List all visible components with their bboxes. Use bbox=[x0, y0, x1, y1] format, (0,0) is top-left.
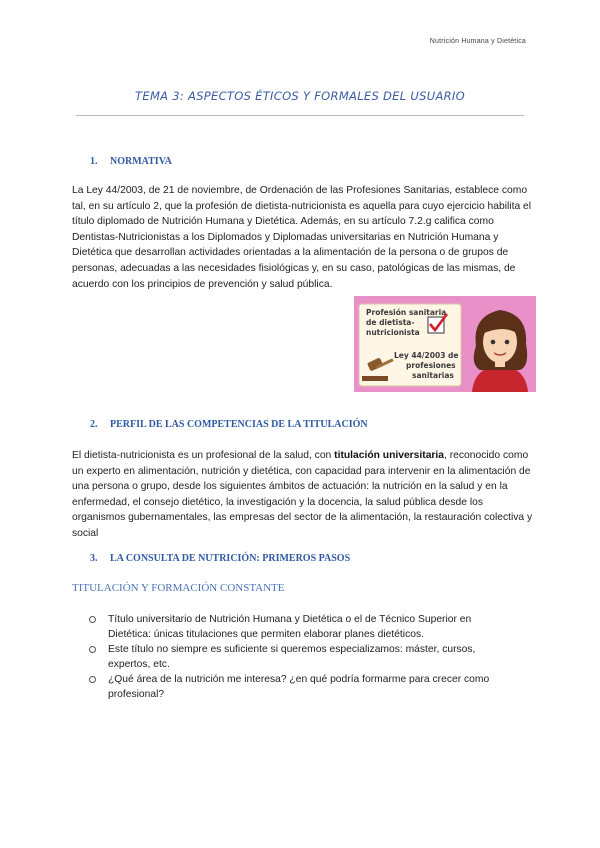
section-1-title: NORMATIVA bbox=[110, 156, 172, 167]
section-2-text-start: El dietista-nutricionista es un profesional de la salud, con bbox=[72, 450, 335, 461]
list-item bbox=[86, 612, 516, 642]
law-line-2: profesiones bbox=[406, 361, 456, 370]
section-2-paragraph bbox=[72, 448, 534, 542]
section-1-paragraph: La Ley 44/2003, de 21 de noviembre, de Ordenación de las Profesiones Sanitarias, establece como tal, en su artículo 2, que la profesión de dietista-nutricionista es aquella para cuyo ejercicio habilita el título diplomado de Nutrición Humana y Dietética. Además, en su artículo 7.2.g califica como Dentistas-Nutricionistas a los Diplomados y Diplomadas universitarias en Nutrición Humana y Dietética que desarrollan actividades orientadas a la alimentación de la persona o de grupos de personas, adecuadas a las necesidades fisiológicas y, en su caso, patológicas de las mismas, de acuerdo con los principios de prevención y salud pública. bbox=[72, 185, 532, 290]
bullet-circle-icon bbox=[89, 676, 96, 683]
header-subject: Nutrición Humana y Dietética bbox=[429, 38, 526, 45]
profession-illustration bbox=[354, 296, 536, 392]
list-item bbox=[86, 642, 516, 672]
section-2-number: 2. bbox=[90, 419, 98, 430]
section-3-title: LA CONSULTA DE NUTRICIÓN: PRIMEROS PASOS bbox=[110, 553, 351, 564]
title-divider bbox=[76, 115, 524, 116]
list-item-text: ¿Qué área de la nutrición me interesa? ¿en qué podría formarme para crecer como profesional? bbox=[108, 674, 490, 700]
card-line-3: nutricionista bbox=[366, 328, 420, 337]
section-3-subheading: TITULACIÓN Y FORMACIÓN CONSTANTE bbox=[72, 582, 285, 594]
list-item-text: Este título no siempre es suficiente si queremos especializamos: máster, cursos, expertos, etc. bbox=[108, 644, 476, 670]
list-item-text: Título universitario de Nutrición Humana y Dietética o el de Técnico Superior en Dietética: únicas titulaciones que permiten elaborar planes dietéticos. bbox=[108, 614, 472, 640]
bullet-circle-icon bbox=[89, 616, 96, 623]
section-3-heading bbox=[90, 553, 350, 564]
law-line-3: sanitarias bbox=[412, 371, 454, 380]
bullet-circle-icon bbox=[89, 646, 96, 653]
list-item bbox=[86, 672, 516, 702]
card-line-1: Profesión sanitaria bbox=[366, 308, 447, 317]
section-3-number: 3. bbox=[90, 553, 98, 564]
illustration-graphic bbox=[354, 296, 536, 392]
section-2-text-end: , reconocido como un experto en alimentación, nutrición y dietética, con capacidad para intervenir en la alimentación de una persona o grupo, desde los siguientes ámbitos de actuación: la nutrición en la salud y en la enfermedad, el consejo dietético, la investigación y la docencia, la salud pública desde los organismos gubernamentales, las empresas del sector de la alimentación, la restauración colectiva y social bbox=[72, 450, 533, 539]
section-2-title: PERFIL DE LAS COMPETENCIAS DE LA TITULACIÓN bbox=[110, 419, 368, 430]
section-1-number: 1. bbox=[90, 156, 98, 167]
section-3-bullet-list bbox=[86, 612, 516, 702]
section-1-heading bbox=[90, 156, 172, 167]
card-line-2: de dietista- bbox=[366, 318, 415, 327]
nutritionist-avatar bbox=[472, 310, 528, 392]
page-title: TEMA 3: ASPECTOS ÉTICOS Y FORMALES DEL USUARIO bbox=[135, 89, 465, 103]
law-line-1: Ley 44/2003 de bbox=[394, 351, 459, 360]
section-2-bold-text: titulación universitaria bbox=[334, 450, 445, 461]
section-2-heading bbox=[90, 419, 368, 430]
